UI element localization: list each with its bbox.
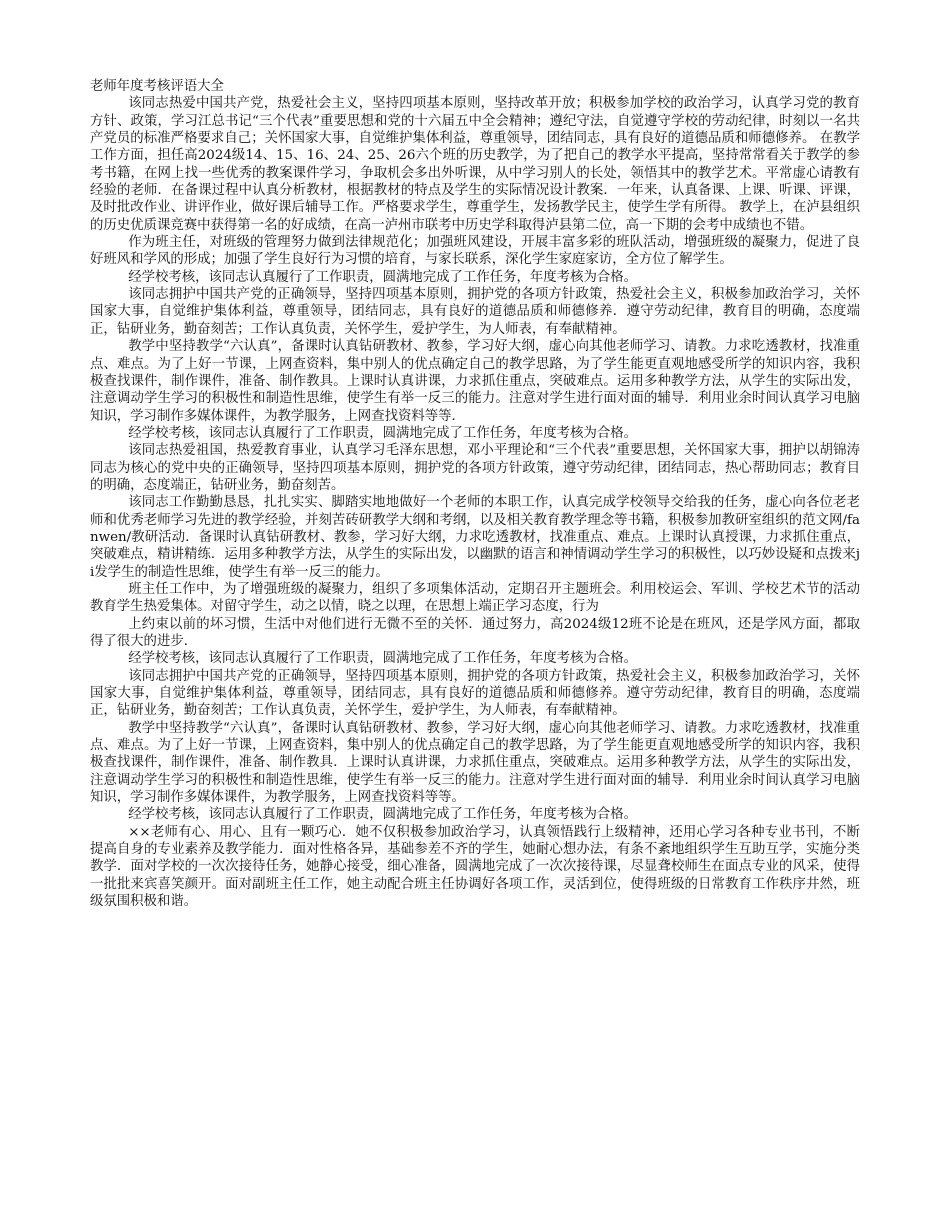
paragraph: 教学中坚持教学“六认真”，备课时认真钻研教材、教参，学习好大纲，虚心向其他老师学习、请教。力求吃透教材，找准重点、难点。为了上好一节课，上网查资料，集中别人的优点确定自己的教学思路，为了学生能更直观地感受所学的知识内容，我积极查找课件，制作课件，准备、制作教具。上课时认真讲课，力求抓住重点，突破难点。运用多种教学方法，从学生的实际出发，注意调动学生学习的积极性和制造性思维，使学生有举一反三的能力。注意对学生进行面对面的辅导．利用业余时间认真学习电脑知识，学习制作多媒体课件，为教学服务，上网查找资料等等． xyxy=(90,339,860,424)
document-body xyxy=(90,78,860,911)
paragraph: 经学校考核，该同志认真履行了工作职责，圆满地完成了工作任务，年度考核为合格。 xyxy=(128,807,638,823)
paragraph: 经学校考核，该同志认真履行了工作职责，圆满地完成了工作任务，年度考核为合格。 xyxy=(128,651,638,667)
paragraph: 经学校考核，该同志认真履行了工作职责，圆满地完成了工作任务，年度考核为合格。 xyxy=(128,425,638,441)
paragraph: 作为班主任，对班级的管理努力做到法律规范化；加强班风建设，开展丰富多彩的班队活动，增强班级的凝聚力，促进了良好班风和学风的形成；加强了学生良好行为习惯的培育，与家长联系，深化学生家庭家访，全方位了解学生。 xyxy=(90,235,860,268)
paragraph: 该同志热爱中国共产党，热爱社会主义，坚持四项基本原则，坚持改革开放；积极参加学校的政治学习，认真学习党的教育方针、政策，学习江总书记“三个代表”重要思想和党的十六届五中全会精神；遵纪守法，自觉遵守学校的劳动纪律，时刻以一名共产党员的标准严格要求自己；关怀国家大事，自觉维护集体利益，尊重领导，团结同志，具有良好的道德品质和师德修养。 在教学工作方面，担任高2024级14、15、16、24、25、26六个班的历史教学，为了把自己的教学水平提高，坚持常常看关于教学的参考书籍，在网上找一些优秀的教案课件学习，争取机会多出外听课，从中学习别人的长处，领悟其中的教学艺术。平常虚心请教有经验的老师．在备课过程中认真分析教材，根据教材的特点及学生的实际情况设计教案．一年来，认真备课、上课、听课、评课，及时批改作业、讲评作业，做好课后辅导工作。严格要求学生，尊重学生，发扬教学民主，使学生学有所得。 教学上，在泸县组织的历史优质课竞赛中获得第一名的好成绩，在高一泸州市联考中历史学科取得泸县第二位，高一下期的会考中成绩也不错。 xyxy=(90,96,860,233)
paragraph: 该同志热爱祖国，热爱教育事业，认真学习毛泽东思想，邓小平理论和“三个代表”重要思想，关怀国家大事，拥护以胡锦涛同志为核心的党中央的正确领导，坚持四项基本原则，拥护党的各项方针政策，遵守劳动纪律，团结同志，热心帮助同志；教育目的明确，态度端正，钻研业务，勤奋刻苦。 xyxy=(90,443,860,493)
paragraph: 上约束以前的坏习惯，生活中对他们进行无微不至的关怀．通过努力，高2024级12班不论是在班风，还是学风方面，都取得了很大的进步． xyxy=(90,616,860,649)
paragraph: ××老师有心、用心、且有一颗巧心．她不仅积极参加政治学习，认真领悟践行上级精神，还用心学习各种专业书刊，不断提高自身的专业素养及教学能力．面对性格各异，基础参差不齐的学生，她耐心想办法，有条不紊地组织学生互助互学，实施分类教学．面对学校的一次次接待任务，她静心接受，细心准备，圆满地完成了一次次接待课，尽显聋校师生在面点专业的风采，使得一批批来宾喜笑颜开。面对副班主任工作，她主动配合班主任协调好各项工作，灵活到位，使得班级的日常教育工作秩序井然，班级氛围积极和谐。 xyxy=(90,824,860,910)
document-title: 老师年度考核评语大全 xyxy=(90,79,224,94)
paragraph: 教学中坚持教学“六认真”，备课时认真钻研教材、教参，学习好大纲，虚心向其他老师学习、请教。力求吃透教材，找准重点、难点。为了上好一节课，上网查资料，集中别人的优点确定自己的教学思路，为了学生能更直观地感受所学的知识内容，我积极查找课件，制作课件，准备、制作教具．上课时认真讲课，力求抓住重点，突破难点。运用多种教学方法，从学生的实际出发，注意调动学生学习的积极性和制造性思维，使学生有举一反三的能力。注意对学生进行面对面的辅导．利用业余时间认真学习电脑知识，学习制作多媒体课件，为教学服务，上网查找资料等等。 xyxy=(90,720,860,806)
paragraph: 经学校考核，该同志认真履行了工作职责，圆满地完成了工作任务，年度考核为合格。 xyxy=(128,269,638,285)
paragraph: 该同志拥护中国共产党的正确领导，坚持四项基本原则，拥护党的各项方针政策，热爱社会主义，积极参加政治学习，关怀国家大事，自觉维护集体利益，尊重领导，团结同志，具有良好的道德品质和师德修养。遵守劳动纪律，教育目的明确，态度端正，钻研业务，勤奋刻苦；工作认真负责，关怀学生，爱护学生，为人师表，有奉献精神。 xyxy=(90,668,860,719)
paragraph: 该同志拥护中国共产党的正确领导，坚持四项基本原则，拥护党的各项方针政策，热爱社会主义，积极参加政治学习，关怀国家大事，自觉维护集体利益，尊重领导，团结同志，具有良好的道德品质和师德修养．遵守劳动纪律，教育目的明确，态度端正，钻研业务，勤奋刻苦；工作认真负责，关怀学生，爱护学生，为人师表，有奉献精神。 xyxy=(90,287,860,337)
paragraph: 班主任工作中，为了增强班级的凝聚力，组织了多项集体活动，定期召开主题班会。利用校运会、军训、学校艺术节的活动教育学生热爱集体。对留守学生，动之以情，晓之以理，在思想上端正学习态度，行为 xyxy=(90,581,860,615)
paragraph: 该同志工作勤勤恳恳，扎扎实实、脚踏实地地做好一个老师的本职工作，认真完成学校领导交给我的任务，虚心向各位老老师和优秀老师学习先进的教学经验，并刻苦砖研教学大纲和考纲，以及相关教育教学理念等书籍，积极参加教研室组织的范文网/fanwen/教研活动．备课时认真钻研教材、教参，学习好大纲，力求吃透教材，找准重点、难点。上课时认真授课，力求抓住重点，突破难点，精讲精练．运用多种教学方法，从学生的实际出发，以幽默的语言和神情调动学生学习的积极性，以巧妙设疑和点拨来ji发学生的制造性思维，使学生有举一反三的能力。 xyxy=(90,495,860,580)
